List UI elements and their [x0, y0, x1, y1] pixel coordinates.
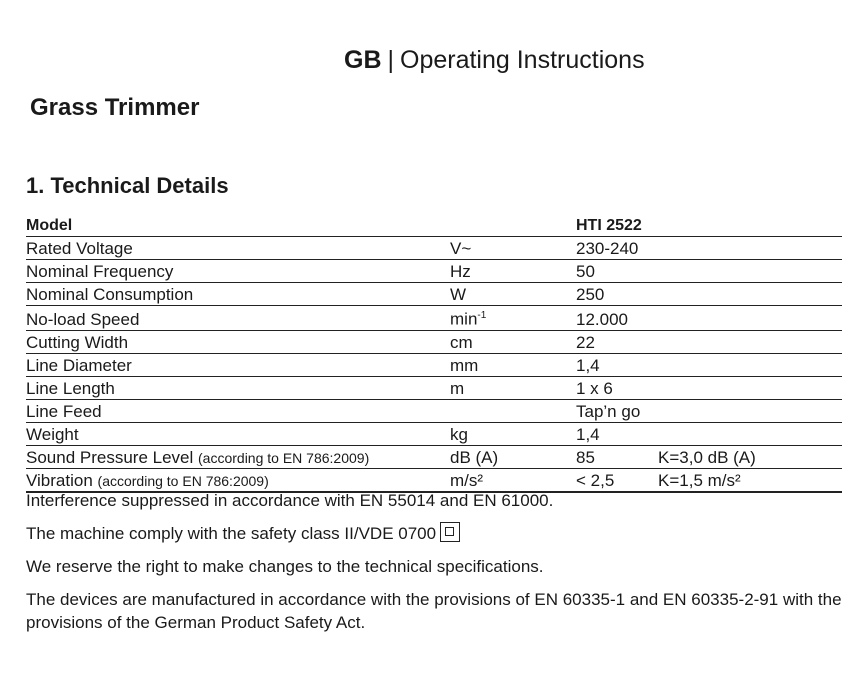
- spec-value: 12.000: [576, 306, 658, 331]
- spec-tolerance: [658, 306, 842, 331]
- spec-unit: Hz: [450, 262, 471, 281]
- table-row: [26, 445, 842, 468]
- spec-unit-superscript: -1: [477, 310, 487, 321]
- section-title: 1. Technical Details: [26, 173, 229, 198]
- spec-unit: cm: [450, 332, 473, 352]
- spec-unit-cell: [450, 330, 576, 353]
- spec-value: Tap’n go: [576, 399, 658, 422]
- table-row: [26, 399, 842, 422]
- spec-unit-cell: [450, 422, 576, 445]
- spec-note: (according to EN 786:2009): [97, 472, 269, 489]
- spec-note: (according to EN 786:2009): [198, 449, 370, 466]
- spec-tolerance: K=1,5 m/s²: [658, 468, 842, 492]
- spec-label-cell: [26, 306, 450, 331]
- spec-value: 1 x 6: [576, 376, 658, 399]
- spec-label-cell: [26, 399, 450, 422]
- language-code: GB: [344, 46, 382, 74]
- table-row: [26, 330, 842, 353]
- spec-value: 250: [576, 283, 658, 306]
- table-row: [26, 306, 842, 331]
- header-unit-cell: [450, 214, 576, 237]
- table-row: [26, 283, 842, 306]
- spec-unit-cell: [450, 399, 576, 422]
- spec-tolerance: [658, 376, 842, 399]
- table-header-row: [26, 214, 842, 237]
- spec-label: Cutting Width: [26, 332, 129, 352]
- table-row: [26, 237, 842, 260]
- spec-value: 230-240: [576, 237, 658, 260]
- spec-value: 1,4: [576, 353, 658, 376]
- spec-tolerance: [658, 237, 842, 260]
- table-row: [26, 376, 842, 399]
- spec-tolerance: [658, 283, 842, 306]
- spec-label: No-load Speed: [26, 309, 140, 329]
- spec-label: Sound Pressure Level: [26, 447, 194, 467]
- table-row: [26, 422, 842, 445]
- spec-label: Line Feed: [26, 401, 102, 421]
- spec-unit-cell: [450, 445, 576, 468]
- spec-unit: min: [450, 309, 478, 329]
- model-label: Model: [26, 214, 450, 237]
- note-reserve-right: We reserve the right to make changes to the technical specifications.: [26, 557, 544, 576]
- notes: [26, 489, 842, 644]
- spec-label: Line Length: [26, 378, 115, 398]
- spec-unit: dB (A): [450, 447, 499, 467]
- table-row: [26, 353, 842, 376]
- spec-rows: [26, 237, 842, 492]
- spec-tolerance: [658, 330, 842, 353]
- spec-label-cell: [26, 422, 450, 445]
- spec-label: Nominal Frequency: [26, 262, 174, 281]
- spec-label: Weight: [26, 424, 79, 444]
- spec-unit-cell: [450, 306, 576, 331]
- note-manufacturing: The devices are manufactured in accordance with the provisions of EN 60335-1 and EN 60335-2-91 with the provisions of the German Product Safety Act.: [26, 590, 842, 632]
- spec-unit-cell: [450, 260, 576, 283]
- spec-label-cell: [26, 283, 450, 306]
- spec-label: Rated Voltage: [26, 239, 133, 258]
- spec-label: Nominal Consumption: [26, 285, 194, 304]
- note-safety-class: [26, 522, 842, 545]
- spec-label-cell: [26, 260, 450, 283]
- product-title: Grass Trimmer: [30, 94, 200, 121]
- spec-label-cell: [26, 353, 450, 376]
- spec-label: Line Diameter: [26, 355, 132, 375]
- spec-unit-cell: [450, 237, 576, 260]
- note-interference: Interference suppressed in accordance with EN 55014 and EN 61000.: [26, 491, 554, 510]
- model-value: HTI 2522: [576, 214, 842, 237]
- technical-details-table: [26, 214, 842, 493]
- spec-value: 85: [576, 445, 658, 468]
- spec-label-cell: [26, 445, 450, 468]
- spec-tolerance: K=3,0 dB (A): [658, 445, 842, 468]
- spec-unit: W: [450, 285, 467, 304]
- spec-unit: mm: [450, 355, 479, 375]
- spec-value: 1,4: [576, 422, 658, 445]
- spec-tolerance: [658, 353, 842, 376]
- spec-tolerance: [658, 422, 842, 445]
- spec-tolerance: [658, 260, 842, 283]
- spec-unit-cell: [450, 376, 576, 399]
- table-row: [26, 260, 842, 283]
- spec-unit: m: [450, 378, 465, 398]
- spec-label-cell: [26, 237, 450, 260]
- protection-class-ii-icon: [440, 522, 460, 542]
- document-header: [344, 46, 645, 75]
- spec-tolerance: [658, 399, 842, 422]
- spec-unit: m/s²: [450, 470, 484, 490]
- spec-value: 22: [576, 330, 658, 353]
- spec-unit-cell: [450, 283, 576, 306]
- header-title: Operating Instructions: [400, 46, 645, 74]
- spec-value: < 2,5: [576, 468, 658, 492]
- spec-label-cell: [26, 330, 450, 353]
- spec-value: 50: [576, 260, 658, 283]
- spec-unit-cell: [450, 353, 576, 376]
- note-safety-class-text: The machine comply with the safety class II/VDE 0700: [26, 524, 437, 543]
- spec-label-cell: [26, 376, 450, 399]
- spec-label: Vibration: [26, 470, 93, 490]
- spec-unit: kg: [450, 424, 468, 444]
- spec-unit: V~: [450, 239, 472, 258]
- header-separator: |: [387, 46, 394, 74]
